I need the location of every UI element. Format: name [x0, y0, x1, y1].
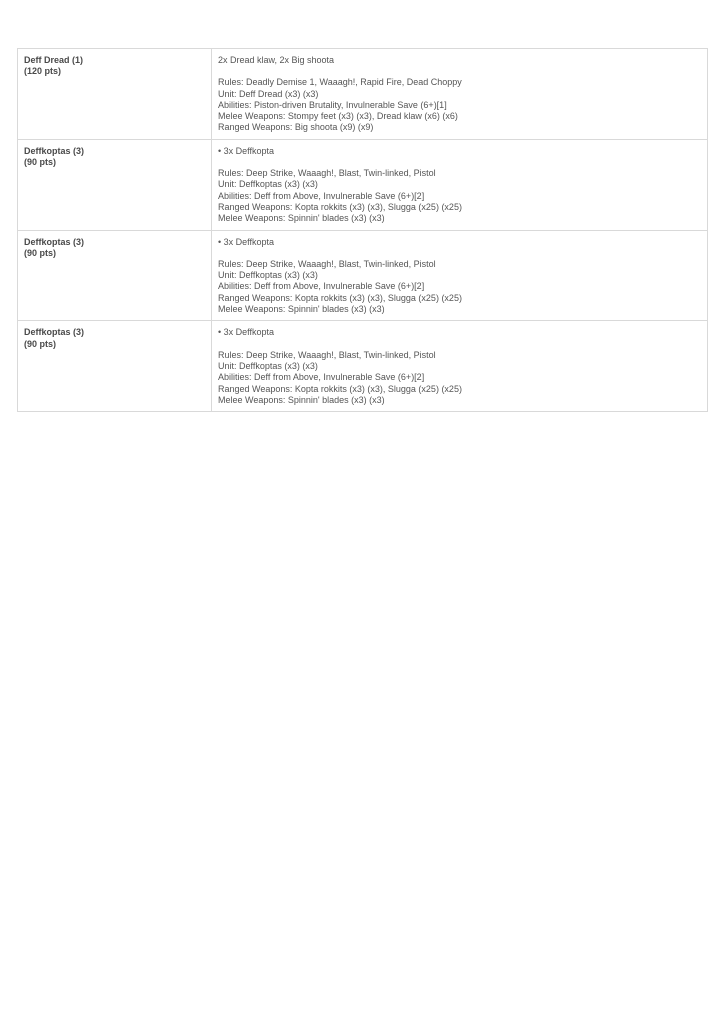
unit-cell: [18, 139, 212, 230]
unit-loadout: • 3x Deffkopta: [218, 236, 275, 247]
abilities-line: Abilities: Deff from Above, Invulnerable Save (6+)[2]: [218, 281, 425, 292]
abilities-line: Abilities: Deff from Above, Invulnerable Save (6+)[2]: [218, 190, 425, 201]
weapons-line: Melee Weapons: Spinnin' blades (x3) (x3): [218, 304, 385, 315]
table-row: [18, 230, 708, 321]
rules-line: Rules: Deadly Demise 1, Waaagh!, Rapid Fire, Dead Choppy: [218, 77, 462, 88]
unit-name: Deffkoptas (3): [24, 236, 85, 247]
details-cell: [212, 139, 708, 230]
unit-cell: [18, 321, 212, 412]
weapons-line: Ranged Weapons: Kopta rokkits (x3) (x3), Slugga (x25) (x25): [218, 383, 462, 394]
table-row: [18, 49, 708, 140]
details-cell: [212, 49, 708, 140]
unit-cell: [18, 49, 212, 140]
unit-line: Unit: Deffkoptas (x3) (x3): [218, 179, 318, 190]
rules-line: Rules: Deep Strike, Waaagh!, Blast, Twin-linked, Pistol: [218, 168, 436, 179]
roster-table: [17, 48, 708, 412]
unit-points: (90 pts): [24, 157, 57, 168]
weapons-line: Melee Weapons: Spinnin' blades (x3) (x3): [218, 394, 385, 405]
weapons-line: Ranged Weapons: Kopta rokkits (x3) (x3), Slugga (x25) (x25): [218, 292, 462, 303]
unit-name: Deffkoptas (3): [24, 145, 85, 156]
unit-loadout: • 3x Deffkopta: [218, 145, 275, 156]
unit-points: (90 pts): [24, 338, 57, 349]
unit-line: Unit: Deff Dread (x3) (x3): [218, 88, 319, 99]
unit-cell: [18, 230, 212, 321]
weapons-line: Melee Weapons: Spinnin' blades (x3) (x3): [218, 213, 385, 224]
weapons-line: Ranged Weapons: Kopta rokkits (x3) (x3), Slugga (x25) (x25): [218, 201, 462, 212]
weapons-line: Melee Weapons: Stompy feet (x3) (x3), Dread klaw (x6) (x6): [218, 111, 458, 122]
unit-name: Deffkoptas (3): [24, 327, 85, 338]
unit-name: Deff Dread (1): [24, 55, 84, 65]
abilities-line: Abilities: Deff from Above, Invulnerable Save (6+)[2]: [218, 372, 425, 383]
unit-loadout: • 3x Deffkopta: [218, 327, 275, 338]
table-row: [18, 321, 708, 412]
table-row: [18, 139, 708, 230]
rules-line: Rules: Deep Strike, Waaagh!, Blast, Twin-linked, Pistol: [218, 258, 436, 269]
abilities-line: Abilities: Piston-driven Brutality, Invulnerable Save (6+)[1]: [218, 99, 447, 110]
unit-points: (120 pts): [24, 66, 62, 77]
rules-line: Rules: Deep Strike, Waaagh!, Blast, Twin-linked, Pistol: [218, 349, 436, 360]
weapons-line: Ranged Weapons: Big shoota (x9) (x9): [218, 122, 374, 133]
unit-line: Unit: Deffkoptas (x3) (x3): [218, 360, 318, 371]
details-cell: [212, 230, 708, 321]
unit-line: Unit: Deffkoptas (x3) (x3): [218, 270, 318, 281]
unit-points: (90 pts): [24, 247, 57, 258]
unit-loadout: 2x Dread klaw, 2x Big shoota: [218, 55, 335, 65]
details-cell: [212, 321, 708, 412]
